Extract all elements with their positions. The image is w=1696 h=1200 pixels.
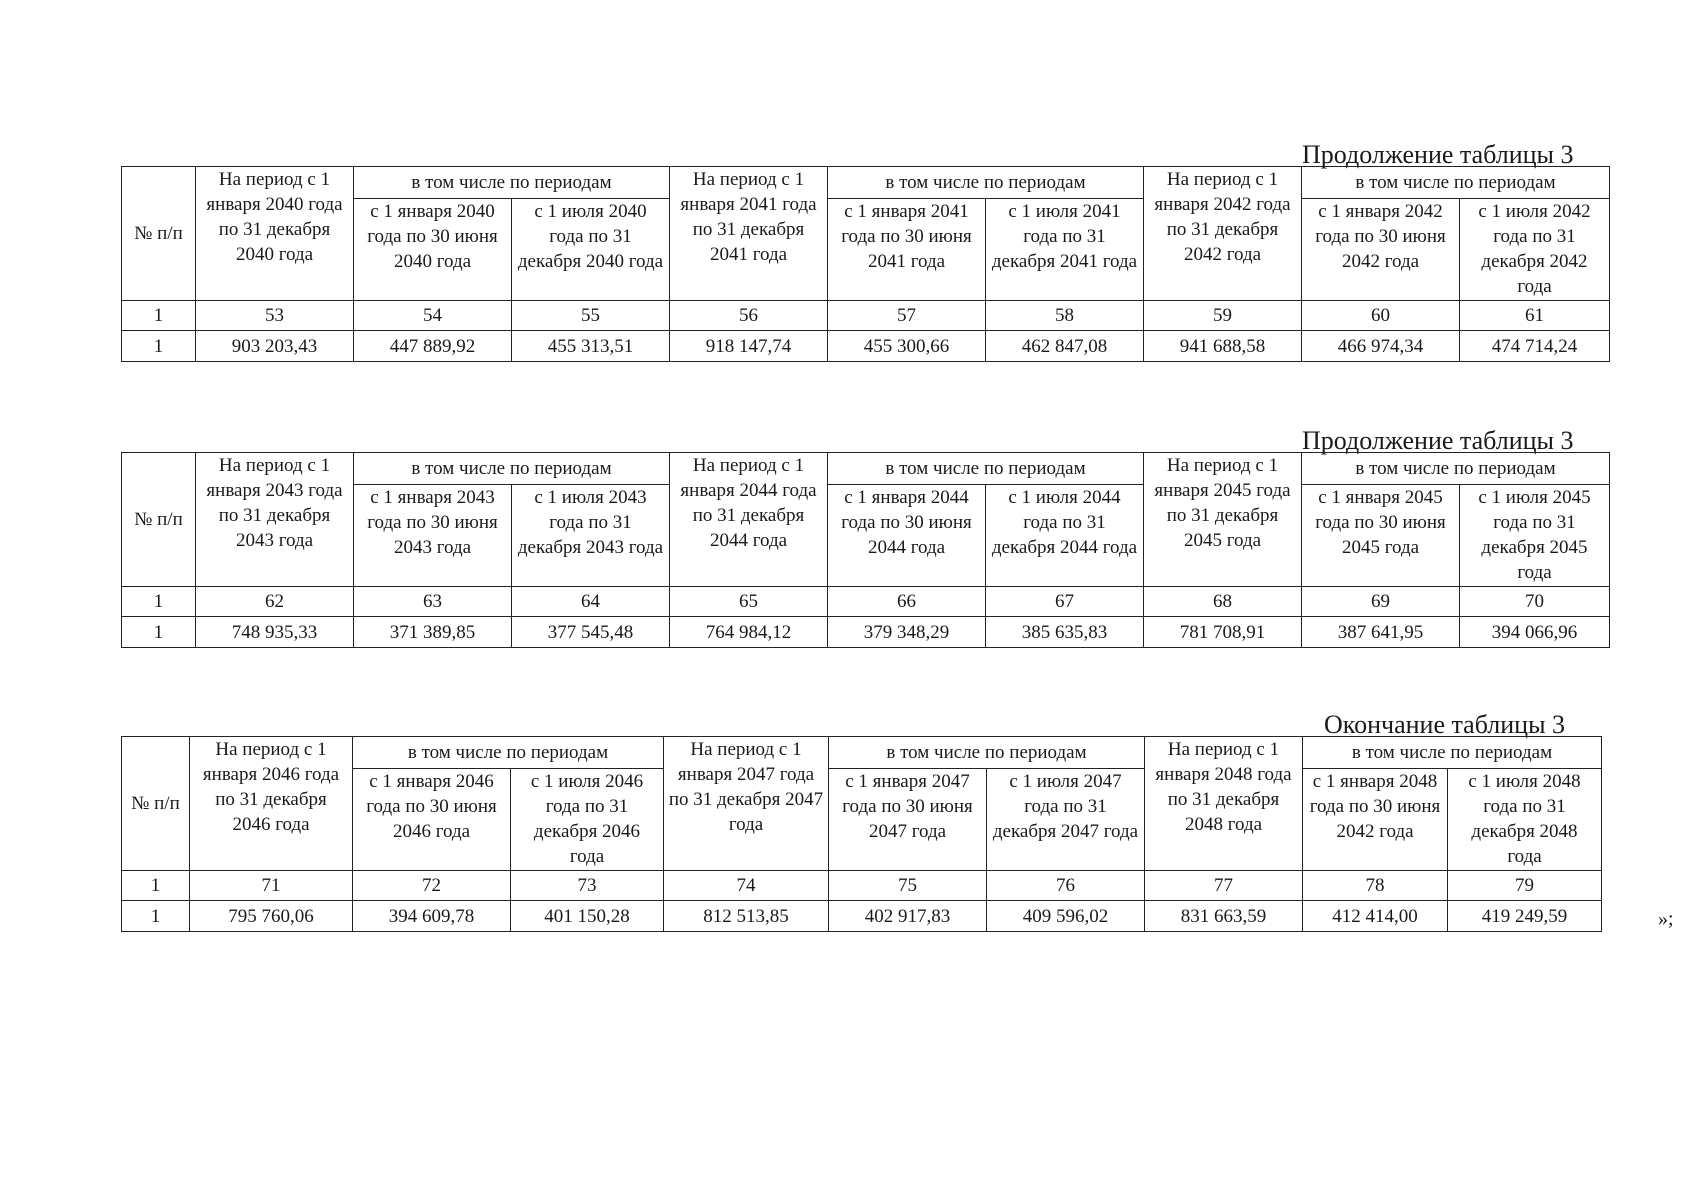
table-caption: Продолжение таблицы 3	[1302, 140, 1574, 169]
second-half-header: с 1 июля 2045 года по 31 декабря 2045 года	[1460, 485, 1610, 587]
first-half-header: с 1 января 2044 года по 30 июня 2044 года	[828, 485, 986, 587]
year-total-header: На период с 1 января 2042 года по 31 декабря 2042 года	[1144, 167, 1302, 301]
subperiods-header: в том числе по периодам	[1303, 737, 1602, 769]
row-number: 1	[122, 331, 196, 362]
column-number: 54	[354, 301, 512, 331]
second-half-header: с 1 июля 2048 года по 31 декабря 2048 года	[1448, 769, 1602, 871]
value-cell: 371 389,85	[354, 617, 512, 648]
column-number: 74	[664, 871, 829, 901]
row-number-header: № п/п	[122, 167, 196, 301]
first-half-header: с 1 января 2046 года по 30 июня 2046 года	[353, 769, 511, 871]
column-number: 65	[670, 587, 828, 617]
column-number: 73	[511, 871, 664, 901]
value-cell: 781 708,91	[1144, 617, 1302, 648]
value-cell: 402 917,83	[829, 901, 987, 932]
closing-quote-mark: »;	[1658, 908, 1674, 930]
year-total-header: На период с 1 января 2041 года по 31 декабря 2041 года	[670, 167, 828, 301]
column-number: 66	[828, 587, 986, 617]
first-half-header: с 1 января 2041 года по 30 июня 2041 года	[828, 199, 986, 301]
column-number: 1	[122, 301, 196, 331]
row-number-header: № п/п	[122, 737, 190, 871]
value-cell: 379 348,29	[828, 617, 986, 648]
second-half-header: с 1 июля 2041 года по 31 декабря 2041 года	[986, 199, 1144, 301]
first-half-header: с 1 января 2042 года по 30 июня 2042 года	[1302, 199, 1460, 301]
first-half-header: с 1 января 2047 года по 30 июня 2047 года	[829, 769, 987, 871]
column-number: 67	[986, 587, 1144, 617]
second-half-header: с 1 июля 2047 года по 31 декабря 2047 года	[987, 769, 1145, 871]
subperiods-header: в том числе по периодам	[354, 453, 670, 485]
first-half-header: с 1 января 2043 года по 30 июня 2043 года	[354, 485, 512, 587]
value-cell: 409 596,02	[987, 901, 1145, 932]
value-cell: 387 641,95	[1302, 617, 1460, 648]
row-number-header: № п/п	[122, 453, 196, 587]
subperiods-header: в том числе по периодам	[1302, 453, 1610, 485]
subperiods-header: в том числе по периодам	[1302, 167, 1610, 199]
value-cell: 831 663,59	[1145, 901, 1303, 932]
year-total-header: На период с 1 января 2045 года по 31 декабря 2045 года	[1144, 453, 1302, 587]
second-half-header: с 1 июля 2042 года по 31 декабря 2042 года	[1460, 199, 1610, 301]
column-number: 56	[670, 301, 828, 331]
value-cell: 394 609,78	[353, 901, 511, 932]
value-cell: 903 203,43	[196, 331, 354, 362]
second-half-header: с 1 июля 2040 года по 31 декабря 2040 года	[512, 199, 670, 301]
value-cell: 377 545,48	[512, 617, 670, 648]
column-number: 71	[190, 871, 353, 901]
value-cell: 764 984,12	[670, 617, 828, 648]
value-cell: 455 300,66	[828, 331, 986, 362]
column-number: 53	[196, 301, 354, 331]
column-number: 79	[1448, 871, 1602, 901]
column-number: 75	[829, 871, 987, 901]
value-cell: 918 147,74	[670, 331, 828, 362]
year-total-header: На период с 1 января 2046 года по 31 декабря 2046 года	[190, 737, 353, 871]
column-number: 69	[1302, 587, 1460, 617]
data-table	[121, 452, 1610, 648]
column-number-row	[122, 587, 1610, 617]
column-number: 57	[828, 301, 986, 331]
data-table	[121, 736, 1602, 932]
table-caption: Продолжение таблицы 3	[1302, 426, 1574, 455]
subperiods-header: в том числе по периодам	[354, 167, 670, 199]
table-row	[122, 331, 1610, 362]
column-number: 62	[196, 587, 354, 617]
row-number: 1	[122, 617, 196, 648]
column-number: 1	[122, 871, 190, 901]
value-cell: 412 414,00	[1303, 901, 1448, 932]
second-half-header: с 1 июля 2044 года по 31 декабря 2044 года	[986, 485, 1144, 587]
second-half-header: с 1 июля 2043 года по 31 декабря 2043 года	[512, 485, 670, 587]
value-cell: 812 513,85	[664, 901, 829, 932]
column-number: 55	[512, 301, 670, 331]
subperiods-header: в том числе по периодам	[353, 737, 664, 769]
row-number: 1	[122, 901, 190, 932]
column-number: 76	[987, 871, 1145, 901]
first-half-header: с 1 января 2045 года по 30 июня 2045 года	[1302, 485, 1460, 587]
column-number-row	[122, 301, 1610, 331]
value-cell: 474 714,24	[1460, 331, 1610, 362]
first-half-header: с 1 января 2040 года по 30 июня 2040 года	[354, 199, 512, 301]
year-total-header: На период с 1 января 2043 года по 31 декабря 2043 года	[196, 453, 354, 587]
value-cell: 419 249,59	[1448, 901, 1602, 932]
value-cell: 394 066,96	[1460, 617, 1610, 648]
year-total-header: На период с 1 января 2044 года по 31 декабря 2044 года	[670, 453, 828, 587]
column-number: 78	[1303, 871, 1448, 901]
value-cell: 447 889,92	[354, 331, 512, 362]
year-total-header: На период с 1 января 2040 года по 31 декабря 2040 года	[196, 167, 354, 301]
value-cell: 385 635,83	[986, 617, 1144, 648]
subperiods-header: в том числе по периодам	[828, 167, 1144, 199]
column-number: 59	[1144, 301, 1302, 331]
value-cell: 795 760,06	[190, 901, 353, 932]
value-cell: 401 150,28	[511, 901, 664, 932]
subperiods-header: в том числе по периодам	[828, 453, 1144, 485]
column-number: 58	[986, 301, 1144, 331]
value-cell: 941 688,58	[1144, 331, 1302, 362]
value-cell: 466 974,34	[1302, 331, 1460, 362]
value-cell: 455 313,51	[512, 331, 670, 362]
column-number: 1	[122, 587, 196, 617]
column-number: 63	[354, 587, 512, 617]
subperiods-header: в том числе по периодам	[829, 737, 1145, 769]
table-caption: Окончание таблицы 3	[1324, 710, 1566, 739]
data-table	[121, 166, 1610, 362]
year-total-header: На период с 1 января 2047 года по 31 декабря 2047 года	[664, 737, 829, 871]
year-total-header: На период с 1 января 2048 года по 31 декабря 2048 года	[1145, 737, 1303, 871]
first-half-header: с 1 января 2048 года по 30 июня 2042 года	[1303, 769, 1448, 871]
column-number: 77	[1145, 871, 1303, 901]
table-row	[122, 901, 1602, 932]
column-number: 70	[1460, 587, 1610, 617]
table-row	[122, 617, 1610, 648]
column-number: 72	[353, 871, 511, 901]
value-cell: 748 935,33	[196, 617, 354, 648]
column-number: 61	[1460, 301, 1610, 331]
second-half-header: с 1 июля 2046 года по 31 декабря 2046 года	[511, 769, 664, 871]
value-cell: 462 847,08	[986, 331, 1144, 362]
column-number: 60	[1302, 301, 1460, 331]
column-number: 64	[512, 587, 670, 617]
column-number: 68	[1144, 587, 1302, 617]
column-number-row	[122, 871, 1602, 901]
